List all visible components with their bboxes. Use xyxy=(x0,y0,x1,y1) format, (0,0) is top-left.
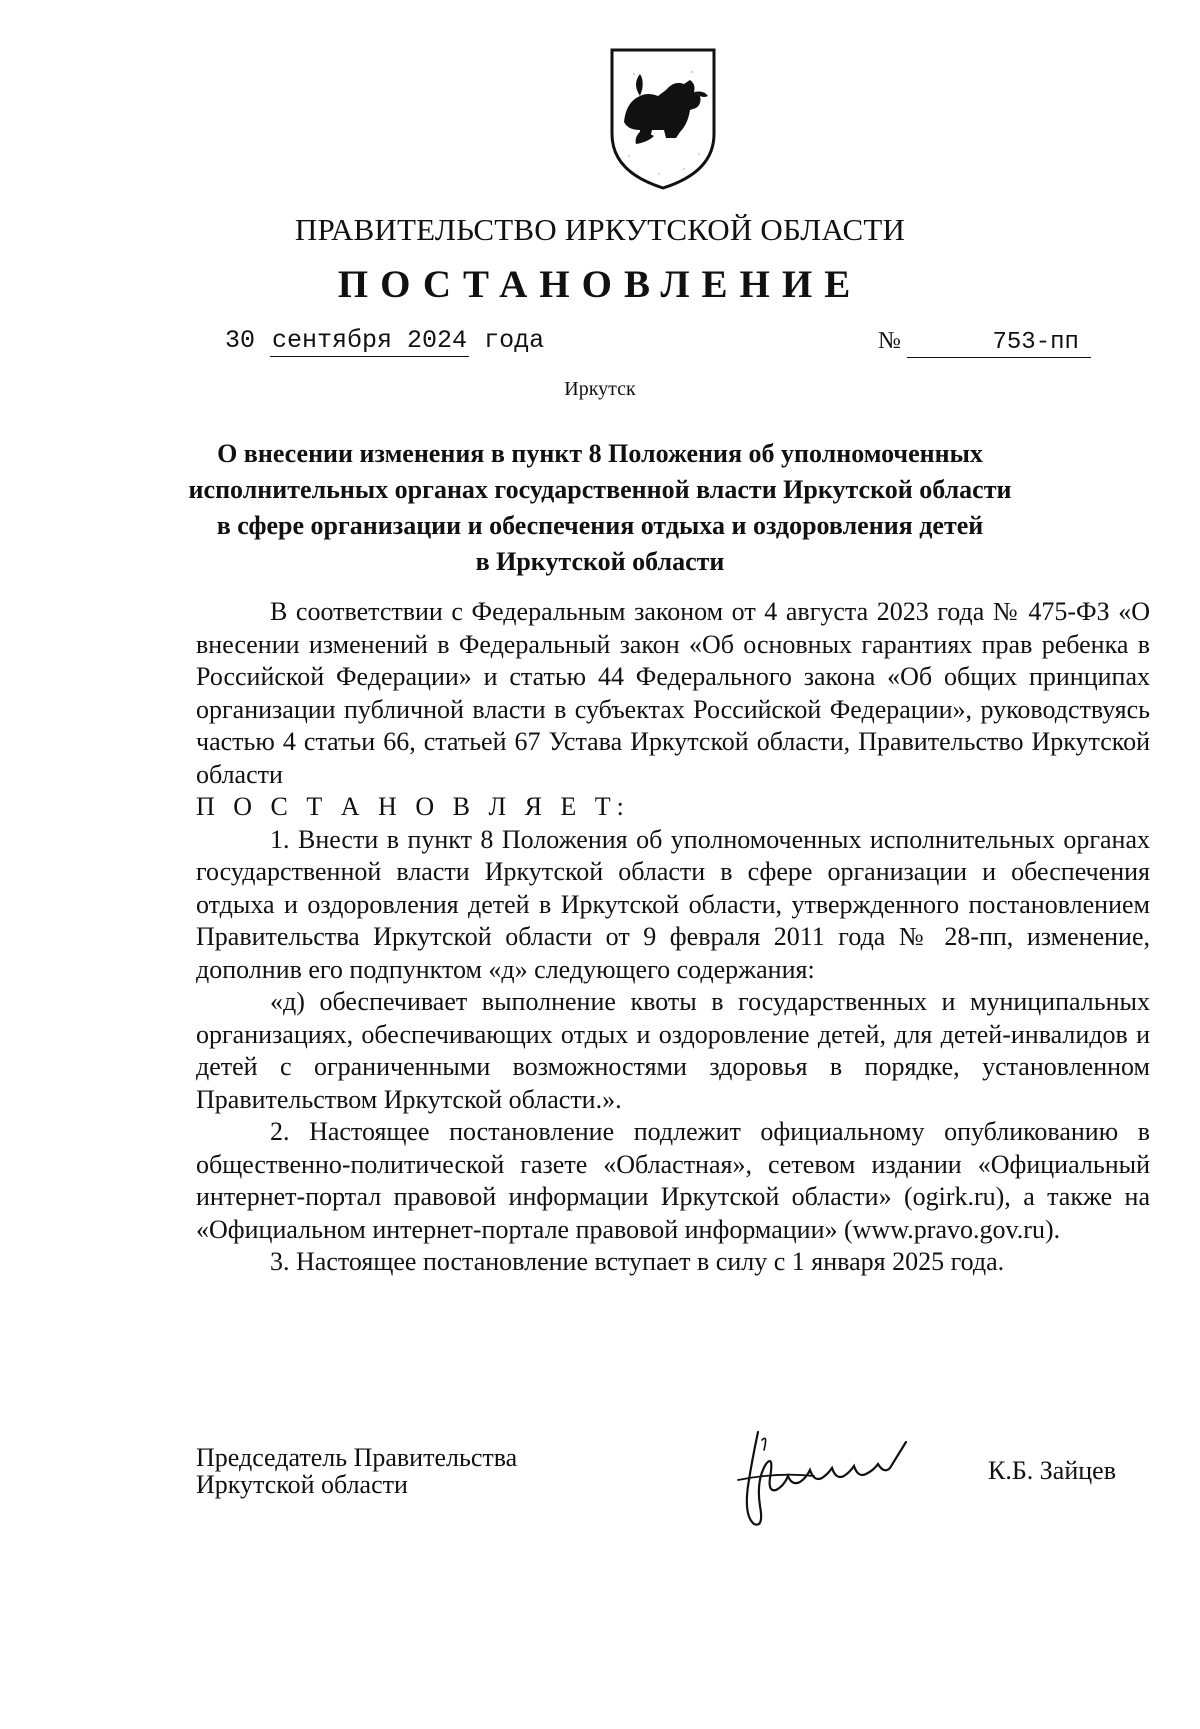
signer-position xyxy=(196,1444,517,1498)
document-number xyxy=(878,328,1091,358)
item-3-paragraph: 3. Настоящее постановление вступает в силу с 1 января 2025 года. xyxy=(270,1247,1005,1276)
item-1-subparagraph: «д) обеспечивает выполнение квоты в государственных и муниципальных организациях, обеспечивающих отдых и оздоровление детей, для детей-инвалидов и детей с ограниченными возможностями здоровья в порядке, установленном Правительством Иркутской области.». xyxy=(196,987,1150,1114)
position-line: Иркутской области xyxy=(196,1470,408,1499)
item-2-paragraph: 2. Настоящее постановление подлежит официальному опубликованию в общественно-политической газете «Областная», сетевом издании «Официальный интернет-портал правовой информации Иркутской области» (ogirk.ru), а также на «Официальном интернет-портале правовой информации» (www.pravo.gov.ru). xyxy=(196,1117,1150,1244)
document-type: ПОСТАНОВЛЕНИЕ xyxy=(337,263,863,306)
item-1-paragraph: 1. Внести в пункт 8 Положения об уполномоченных исполнительных органах государственной власти Иркутской области в сфере организации и обеспечения отдыха и оздоровления детей в Иркутской области, утвержденного постановлением Правительства Иркутской области от 9 февраля 2011 года № 28-пп, изменение, дополнив его подпунктом «д» следующего содержания: xyxy=(196,824,1150,984)
document-date xyxy=(225,326,544,357)
document-heading xyxy=(150,436,1050,580)
heading-line: в Иркутской области xyxy=(475,547,725,576)
number-value: 753-пп xyxy=(907,329,1091,358)
position-line: Председатель Правительства xyxy=(196,1443,518,1472)
city: Иркутск xyxy=(564,378,636,400)
number-label: № xyxy=(878,328,901,354)
date-month-year: сентября 2024 xyxy=(272,326,468,355)
date-suffix: года xyxy=(484,326,545,355)
preamble-paragraph: В соответствии с Федеральным законом от 4 августа 2023 года № 475-ФЗ «О внесении изменений в Федеральный закон «Об основных гарантиях прав ребенка в Российской Федерации» и статью 44 Федерального закона «Об общих принципах организации публичной власти в субъектах Российской Федерации», руководствуясь частью 4 статьи 66, статьей 67 Устава Иркутской области, Правительство Иркутской области xyxy=(196,597,1150,789)
signature-icon xyxy=(718,1420,933,1530)
date-day: 30 xyxy=(225,326,256,355)
decree-word: П О С Т А Н О В Л Я Е Т: xyxy=(196,792,630,821)
signer-name: К.Б. Зайцев xyxy=(988,1456,1116,1485)
heading-line: в сфере организации и обеспечения отдыха и оздоровления детей xyxy=(216,511,984,540)
government-title: ПРАВИТЕЛЬСТВО ИРКУТСКОЙ ОБЛАСТИ xyxy=(294,212,906,247)
heading-line: О внесении изменения в пункт 8 Положения об уполномоченных xyxy=(217,439,983,468)
heading-line: исполнительных органах государственной власти Иркутской области xyxy=(188,475,1012,504)
coat-of-arms-icon xyxy=(604,44,722,192)
document-body xyxy=(196,596,1150,1279)
